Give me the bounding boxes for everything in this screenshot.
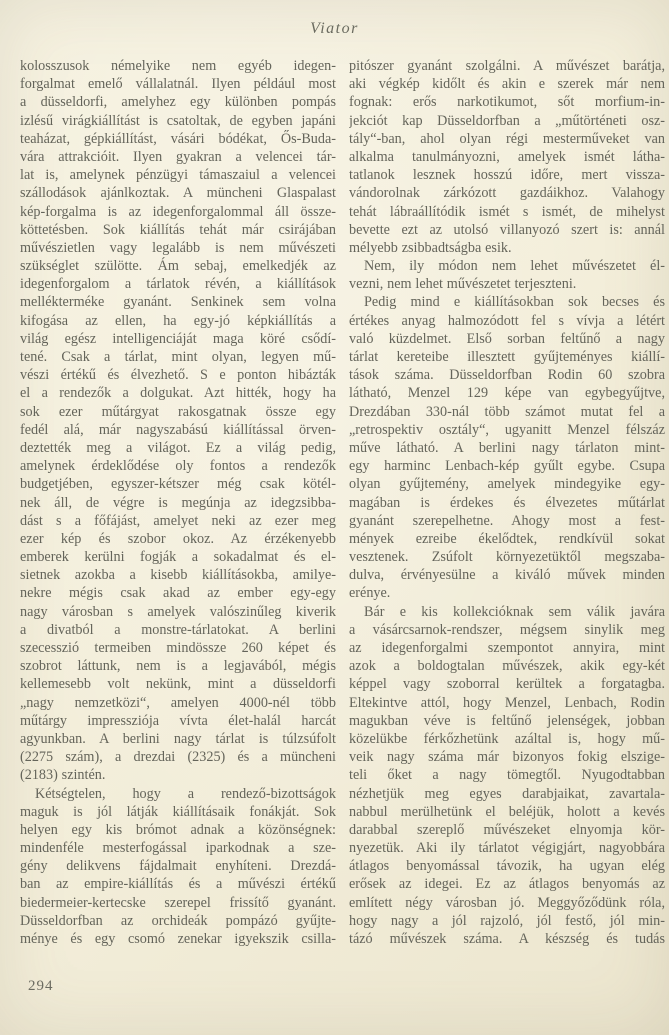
text-line: veik nagy száma már bizonyos fokig elszige- xyxy=(349,749,665,766)
text-line: mélyebb zsibbadtságba esik. xyxy=(349,239,512,256)
text-line: sietnek azokba a kisebb kiállításokba, amilye- xyxy=(20,567,336,584)
text-line: Pedig mind e kiállításokban sok becses és xyxy=(364,294,665,311)
left-text-column xyxy=(20,57,336,948)
text-line: Bár e kis kollekcióknak sem válik javára xyxy=(364,603,665,620)
text-line: művészietlen vagy legalább is nem művészeti xyxy=(20,239,336,256)
text-line: a düsseldorfi, amelyhez egy különben pompás xyxy=(20,94,336,111)
text-line: ban az empire-kiállítás és a művészi értékű xyxy=(20,876,336,893)
text-line: magukban véve is feltűnő jelenségek, jobban xyxy=(349,712,665,729)
text-line: darabbal szereplő művészeket elnyomja kör- xyxy=(349,821,665,838)
text-line: (2275 szám), a drezdai (2325) és a müncheni xyxy=(20,749,336,766)
text-line: Nem, ily módon nem lehet művészetet él- xyxy=(364,258,665,275)
text-line: magában is érdekes és élvezetes műtárlat xyxy=(349,494,665,511)
text-line: mények ezreibe ékelődtek, rendkívül sokat xyxy=(349,530,665,547)
text-line: aki végkép kidőlt és akin e szerek már nem xyxy=(349,76,665,93)
text-line: kifogása az ellen, ha egy-jó képkiállítás a xyxy=(20,312,336,329)
text-line: egy harminc Lenbach-kép gyűlt egybe. Csupa xyxy=(349,458,665,475)
text-line: hogy nagy a jól rajzoló, jól festő, jól min- xyxy=(349,912,665,929)
text-line: alkalma tanulmányozni, amelyek ismét látha- xyxy=(349,148,665,165)
text-line: emberek kerülni fogják a sokadalmat és el- xyxy=(20,549,336,566)
text-line: mindenféle mesterfogással iparkodnak a sze- xyxy=(20,840,336,857)
text-line: vezni, nem lehet művészetet terjeszteni. xyxy=(349,276,577,293)
text-line: nézhetjük meg egyes darabjaikat, zavartala- xyxy=(349,785,665,802)
text-line: olyan gyűjtemény, amelyek mindegyike egy- xyxy=(349,476,665,493)
text-line: Düsseldorfban az orchideák pompázó gyűjte- xyxy=(20,912,336,929)
text-line: biedermeier-kertecske szerepel frissítő gyanánt. xyxy=(20,894,336,911)
text-line: vára attrakcióit. Ilyen gyakran a velencei tár- xyxy=(20,148,336,165)
text-line: nagy városban s amelyek valószinűleg kiverik xyxy=(20,603,336,620)
text-line: gyanánt szerepelhetne. Ahogy most a fest- xyxy=(349,512,665,529)
text-line: maguk is jól látják kiállításaik fonákját. Sok xyxy=(20,803,336,820)
text-line: vészi értékű és élvezhető. S e ponton hibázták xyxy=(20,367,336,384)
text-line: izlésű virágkiállítást is csatoltak, de egyben japáni xyxy=(20,112,336,129)
text-line: ezer kép és szobor okoz. Az érzékenyebb xyxy=(20,530,336,547)
text-line: bevette ezt az utolsó villanyozó szert is: annál xyxy=(349,221,665,238)
text-line: teaházat, gépkiállítást, vásári bódékat, Ős-Buda- xyxy=(20,130,336,147)
text-line: az idegenforgalmi szempontot annyira, mint xyxy=(349,640,665,656)
text-line: tené. Csak a tárlat, mint olyan, legyen mű- xyxy=(20,349,336,365)
text-line: forgalmat emelő vállalatnál. Ilyen például most xyxy=(20,76,336,93)
right-text-column xyxy=(349,57,665,948)
running-head-title: Viator xyxy=(310,20,359,37)
text-line: agyunkban. A berlini nagy tárlat is túlzsúfolt xyxy=(20,730,336,747)
text-line: Eltekintve attól, hogy Menzel, Lenbach, Rodin xyxy=(349,694,665,711)
text-line: deztették meg a világot. Ez a világ pedig, xyxy=(20,439,336,456)
text-line: teli őket a nagy tömegtől. Nyugodtabban xyxy=(349,767,665,784)
text-line: fognak: erős narkotikumot, sőt morfium-in- xyxy=(349,94,665,111)
text-line: képpel vagy szoborral kerültek a forgatagba. xyxy=(349,676,665,693)
text-line: lat is, amelynek pénzügyi támaszaiul a velencei xyxy=(20,167,336,184)
text-line: nek áll, de végre is megúnja az idegzsibba- xyxy=(20,494,336,511)
text-line: erősek az idegei. Ez az átlagos benyomás az xyxy=(349,876,665,893)
text-line: világ egész intelligenciáját maga köré csődí- xyxy=(20,330,336,347)
text-line: „retrospektiv osztály“, ugyanitt Menzel félszáz xyxy=(349,421,665,438)
text-line: tázó művészek száma. A készség és tudás xyxy=(349,931,665,947)
text-line: műve látható. A berlini nagy tárlaton mint- xyxy=(349,439,665,456)
text-line: a vásárcsarnok-rendszer, mégsem sinylik meg xyxy=(349,621,665,638)
text-line: vesztenek. Zsúfolt környezetüktől megszaba- xyxy=(349,549,665,566)
text-line: említett négy városban jó. Meggyőződünk róla, xyxy=(349,894,665,911)
text-line: nekre mégis csak akad az ember egy-egy xyxy=(20,585,336,602)
text-line: „nagy nemzetközi“, amelyen 4000-nél több xyxy=(20,694,336,711)
text-line: látható, Menzel 129 képe van egybegyűjtve, xyxy=(349,385,665,402)
page-number: 294 xyxy=(28,978,54,994)
text-line: (2183) szintén. xyxy=(20,767,106,784)
text-line: helyen egy kis brómot adnak a közönségnek: xyxy=(20,821,336,838)
text-line: kolosszusok némelyike nem egyéb idegen- xyxy=(20,58,336,74)
text-line: műtárgy impressziója vívta élet-halál harcát xyxy=(20,712,336,729)
text-line: tások száma. Düsseldorfban Rodin 60 szobra xyxy=(349,367,665,384)
text-line: dást s a főfájást, amelyet neki az ezer meg xyxy=(20,512,336,529)
text-line: szobrot láttunk, nem is a legjavából, mégis xyxy=(20,658,336,675)
text-line: kellemesebb volt nekünk, mint a düsseldorfi xyxy=(20,676,336,693)
text-line: köttetésben. Sok kiállítás tehát már csirájában xyxy=(20,221,336,238)
text-line: való küzdelmet. Első sorban feltűnő a nagy xyxy=(349,330,665,347)
text-line: Kétségtelen, hogy a rendező-bizottságok xyxy=(35,785,336,802)
text-line: amelynek érdeklődése oly fontos a rendezők xyxy=(20,458,336,475)
text-line: kép-forgalma is az idegenforgalommal áll össze- xyxy=(20,203,336,220)
text-line: a divatból a monstre-tárlatokat. A berlini xyxy=(20,621,336,638)
text-line: tály“-ban, ahol olyan régi mesterműveket van xyxy=(349,130,665,147)
text-line: fedél alá, már nagyszabású kiállítással örven- xyxy=(20,421,336,438)
text-line: tatlanok lesznek hosszú időre, mert vissza- xyxy=(349,167,665,184)
text-line: közelükbe férkőzhetünk azáltal is, hogy mű- xyxy=(349,730,665,747)
text-line: azok a boldogtalan művészek, akik egy-két xyxy=(349,658,665,675)
text-line: sok ezer műtárgyat rakosgatnak össze egy xyxy=(20,403,336,420)
text-line: dulva, érvényesülne a kiváló művek minden xyxy=(349,567,665,584)
text-line: gény delikvens fájdalmait enyhíteni. Drezdá- xyxy=(20,858,336,875)
text-line: nabbul merülhetünk el beléjük, holott a kevés xyxy=(349,803,665,820)
text-line: el a rendezők a dolgukat. Azt hitték, hogy ha xyxy=(20,385,336,402)
text-line: szükséglet szülötte. Ám sebaj, emelkedjék az xyxy=(20,258,336,275)
text-columns xyxy=(20,57,665,948)
text-line: szállodások ajánlkoztak. A müncheni Glaspalast xyxy=(20,185,336,202)
text-line: mellékterméke gyanánt. Senkinek sem volna xyxy=(20,294,336,311)
text-line: erénye. xyxy=(349,585,391,602)
text-line: ménye és egy csomó zenekar igyekszik csilla- xyxy=(20,931,336,947)
text-line: nyezetük. Aki ily tárlatot végigjárt, nagyobbára xyxy=(349,840,665,857)
text-line: idegenforgalom a tárlatok révén, a kiállítások xyxy=(20,276,336,293)
text-line: szecesszió termeiben mindössze 260 képet és xyxy=(20,640,336,656)
text-line: Drezdában 330-nál több számot mutat fel a xyxy=(349,403,665,420)
text-line: budgetjében, egyszer-kétszer még csak kötél- xyxy=(20,476,336,493)
text-line: jekciót kap Düsseldorfban a „műtörténeti osz- xyxy=(349,112,665,129)
text-line: vándorolnak zárkózott gazdáikhoz. Valahogy xyxy=(349,185,665,202)
text-line: tehát lábraállítódik ismét s ismét, de mihelyst xyxy=(349,203,665,220)
text-line: átlagos benyomással távozik, ha ugyan elég xyxy=(349,858,665,875)
text-line: pitószer gyanánt szolgálni. A művészet barátja, xyxy=(349,58,665,74)
text-line: tárlat kereteibe illesztett gyűjteményes kiállí- xyxy=(349,349,665,365)
text-line: értékes anyag halmozódott fel s vívja a létért xyxy=(349,312,665,329)
